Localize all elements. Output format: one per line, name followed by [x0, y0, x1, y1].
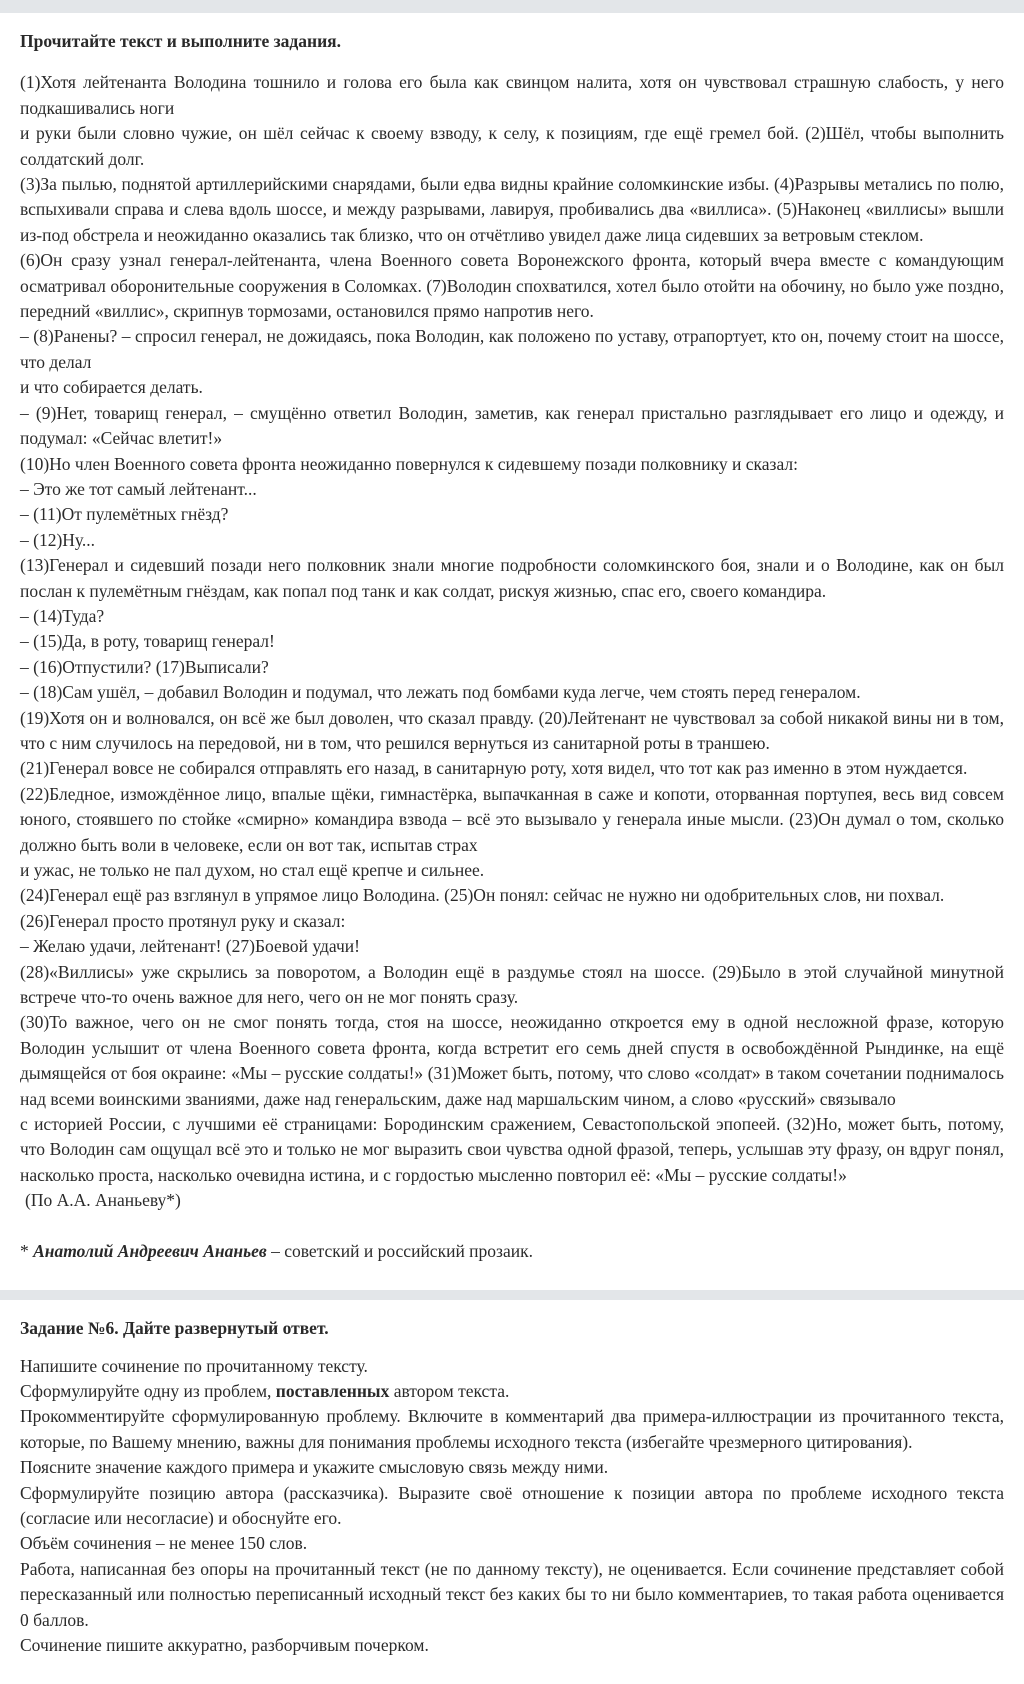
task-title: Задание №6. Дайте развернутый ответ. [20, 1318, 329, 1339]
essay-task-card [0, 1300, 1024, 1684]
text-paragraph: – (16)Отпустили? (17)Выписали? [20, 656, 269, 677]
text-paragraph: Объём сочинения – не менее 150 слов. [20, 1533, 308, 1554]
author-footnote: * Анатолий Андреевич Ананьев – советский и российский прозаик. [20, 1240, 533, 1261]
text-paragraph: – (12)Ну... [20, 529, 96, 550]
text-paragraph: Напишите сочинение по прочитанному тексту. [20, 1355, 368, 1376]
text-paragraph: (13)Генерал и сидевший позади него полковник знали многие подробности соломкинского боя, знали и о Володине, как он был послан к пулемётным гнёздам, как попал под танк и как солдат, рискуя жизнью, спас его, своего командира. [20, 555, 1004, 601]
text-paragraph: – (9)Нет, товарищ генерал, – смущённо ответил Володин, заметив, как генерал пристально разглядывает его лицо и одежду, и подумал: «Сейчас влетит!» [20, 402, 1004, 449]
text-paragraph: (30)То важное, чего он не смог понять тогда, стоя на шоссе, неожиданно откроется ему в одной несложной фразе, которую Володин услышит от члена Военного совета фронта, когда встретит его семь дней спустя в освобождённой Рындинке, на ещё дымящейся от боя окраине: «Мы – русские солдаты!» (31)Может быть, потому, что слово «солдат» в таком сочетании поднималось над всеми воинскими званиями, даже над генеральским, даже над маршальским чином, а слово «русский» связывало с историей России, с лучшими её страницами: Бородинским сражением, Севастопольской эпопеей. (32)Но, может быть, потому, что Володин сам ощущал всё это и только не мог выразить свои чувства одной фразой, теперь, услышав эту фразу, он вдруг понял, насколько проста, насколько очевидна истина, и с гордостью мысленно повторил её: «Мы – русские солдаты!» [20, 1012, 1004, 1185]
text-paragraph: – (11)От пулемётных гнёзд? [20, 504, 229, 525]
text-paragraph: – Это же тот самый лейтенант... [20, 478, 257, 499]
text-paragraph: (24)Генерал ещё раз взглянул в упрямое лицо Володина. (25)Он понял: сейчас не нужно ни одобрительных слов, ни похвал. [20, 885, 945, 906]
text-paragraph: (19)Хотя он и волновался, он всё же был доволен, что сказал правду. (20)Лейтенант не чувствовал за собой никакой вины ни в том, что с ним случилось на передовой, ни в том, что решился вернуться из санитарной роты в траншею. [20, 707, 1004, 753]
text-paragraph: (26)Генерал просто протянул руку и сказал: [20, 910, 346, 931]
reading-text-card [0, 13, 1024, 1290]
text-paragraph: Сформулируйте одну из проблем, поставленных автором текста. [20, 1380, 510, 1401]
text-paragraph: – (18)Сам ушёл, – добавил Володин и подумал, что лежать под бомбами куда легче, чем стоять перед генералом. [20, 682, 861, 703]
text-paragraph: Работа, написанная без опоры на прочитанный текст (не по данному тексту), не оценивается. Если сочинение представляет собой пересказанный или полностью переписанный исходный текст без каких бы то ни было комментариев, то такая работа оценивается 0 баллов. [20, 1558, 1004, 1630]
text-paragraph: – (8)Ранены? – спросил генерал, не дожидаясь, пока Володин, как положено по уставу, отрапортует, кто он, почему стоит на шоссе, что делал и что собирается делать. [20, 326, 1004, 398]
text-paragraph: (6)Он сразу узнал генерал-лейтенанта, члена Военного совета Воронежского фронта, который вчера вместе с командующим осматривал оборонительные сооружения в Соломках. (7)Володин спохватился, хотел было отойти на обочину, но было уже поздно, передний «виллис», скрипнув тормозами, остановился прямо напротив него. [20, 250, 1004, 322]
text-paragraph: – (14)Туда? [20, 605, 105, 626]
reading-instruction: Прочитайте текст и выполните задания. [20, 31, 342, 51]
text-paragraph: (10)Но член Военного совета фронта неожиданно повернулся к сидевшему позади полковнику и сказал: [20, 453, 798, 474]
text-paragraph: Сочинение пишите аккуратно, разборчивым почерком. [20, 1634, 429, 1655]
text-paragraph: Поясните значение каждого примера и укажите смысловую связь между ними. [20, 1457, 609, 1478]
text-paragraph: (22)Бледное, измождённое лицо, впалые щёки, гимнастёрка, выпачканная в саже и копоти, оторванная портупея, весь вид совсем юного, стоявшего по стойке «смирно» командира взвода – всё это вызывало у генерала иные мысли. (23)Он думал о том, сколько должно быть воли в человеке, если он вот так, испытав страх и ужас, не только не пал духом, но стал ещё крепче и сильнее. [20, 783, 1004, 880]
text-paragraph: (21)Генерал вовсе не собирался отправлять его назад, в санитарную роту, хотя видел, что тот как раз именно в этом нуждается. [20, 758, 968, 779]
reading-paragraphs [20, 70, 1004, 1264]
text-paragraph: (28)«Виллисы» уже скрылись за поворотом, а Володин ещё в раздумье стоял на шоссе. (29)Было в этой случайной минутной встрече что-то очень важное для него, чего он не мог понять сразу. [20, 961, 1004, 1008]
text-paragraph: – (15)Да, в роту, товарищ генерал! [20, 631, 275, 652]
text-paragraph: – Желаю удачи, лейтенант! (27)Боевой удачи! [20, 936, 360, 957]
attribution: (По А.А. Ананьеву*) [25, 1190, 181, 1211]
text-paragraph: Прокомментируйте сформулированную проблему. Включите в комментарий два примера-иллюстрации из прочитанного текста, которые, по Вашему мнению, важны для понимания проблемы исходного текста (избегайте чрезмерного цитирования). [20, 1406, 1004, 1452]
task-paragraphs [20, 1354, 1004, 1659]
text-paragraph: Сформулируйте позицию автора (рассказчика). Выразите своё отношение к позиции автора по проблеме исходного текста (согласие или несогласие) и обоснуйте его. [20, 1482, 1004, 1528]
text-paragraph: (3)За пылью, поднятой артиллерийскими снарядами, были едва видны крайние соломкинские избы. (4)Разрывы метались по полю, вспыхивали справа и слева вдоль шоссе, и между разрывами, лавируя, пробивались два «виллиса». (5)Наконец «виллисы» вышли из-под обстрела и неожиданно оказались так близко, что он отчётливо увидел даже лица сидевших за ветровым стеклом. [20, 174, 1004, 245]
text-paragraph: (1)Хотя лейтенанта Володина тошнило и голова его была как свинцом налита, хотя он чувствовал страшную слабость, у него подкашивались ноги и руки были словно чужие, он шёл сейчас к своему взводу, к селу, к позициям, где ещё гремел бой. (2)Шёл, чтобы выполнить солдатский долг. [20, 72, 1004, 169]
